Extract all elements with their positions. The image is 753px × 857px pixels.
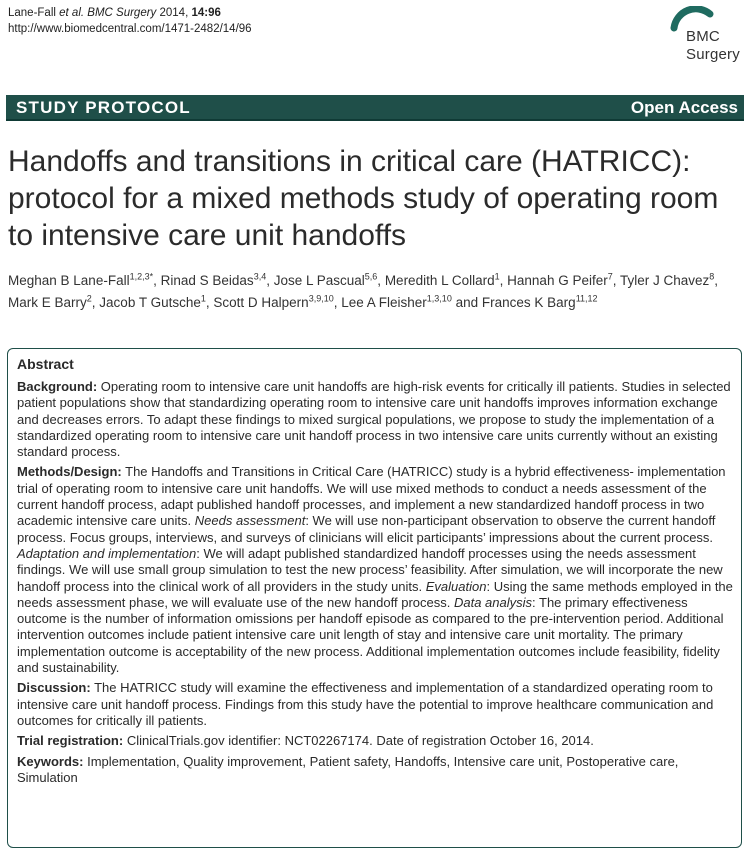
- methods-subheading: Data analysis: [453, 594, 533, 610]
- methods-text: : Using the same methods employed in the needs assessment phase, we will evaluate use of the new handoff process.: [17, 578, 733, 610]
- author-name[interactable]: [213, 295, 333, 310]
- methods-text: The Handoffs and Transitions in Critical Care (HATRICC) study is a hybrid effectiveness- implementation trial of operating room to intensive care unit handoffs. We will use mixed methods to conduct a needs assessment of the current handoff process, adapt published handoff processes, and implement a new standardized handoff process in two academic intensive care units.: [17, 464, 726, 529]
- author-affiliation: 3,9,10: [308, 293, 334, 304]
- author-name-text: Mark E Barry: [8, 295, 87, 310]
- discussion-label: Discussion:: [17, 680, 91, 696]
- open-access-label: Open Access: [630, 98, 738, 117]
- citation-volume: 14:96: [191, 7, 221, 19]
- author-affiliation: 3,4: [253, 271, 267, 282]
- author-affiliation: 8: [709, 271, 715, 282]
- methods-text: : We will use non-participant observation to observe the current handoff process. Focus groups, interviews, and surveys of clinicians will elicit participants’ impressions about the current process.: [17, 513, 716, 545]
- keywords-label: Keywords:: [17, 753, 84, 769]
- author-name-text: Tyler J Chavez: [620, 273, 710, 288]
- author-name-text: Meredith L Collard: [384, 273, 495, 288]
- abstract-box: [7, 348, 742, 848]
- author-name[interactable]: [341, 295, 452, 310]
- author-name[interactable]: [507, 273, 613, 288]
- author-name[interactable]: [99, 295, 206, 310]
- abstract-methods: [17, 464, 733, 676]
- abstract-discussion: [17, 680, 733, 729]
- author-name[interactable]: [161, 273, 267, 288]
- author-name-text: Scott D Halpern: [213, 295, 309, 310]
- author-affiliation: 1,2,3*: [129, 271, 154, 282]
- discussion-text: The HATRICC study will examine the effectiveness and implementation of a standardized operating room to intensive care unit handoff process. Findings from this study have the potential to improve healthcare communication and outcomes for critically ill patients.: [17, 680, 714, 728]
- methods-text: : The primary effectiveness outcome is the number of information omissions per handoff episode as compared to the pre-intervention period. Additional intervention outcomes include patient intensive care unit length of stay and intensive care unit mortality. The primary implementation outcome is acceptability of the new process. Additional implementation outcomes include feasibility, fidelity and sustainability.: [17, 594, 724, 676]
- methods-text: : We will adapt published standardized handoff processes using the needs assessment findings. We will use small group simulation to test the new process’ feasibility. After simulation, we will incorporate the new handoff process into the clinical work of all providers in the study units.: [17, 545, 723, 594]
- citation-authors: Lane-Fall: [8, 7, 60, 19]
- article-title: Handoffs and transitions in critical care (HATRICC): protocol for a mixed methods study of operating room to intensive care unit handoffs: [8, 145, 719, 252]
- author-name-text: Rinad S Beidas: [160, 273, 254, 288]
- author-name-text: Jacob T Gutsche: [99, 295, 201, 310]
- citation-line: [8, 5, 252, 21]
- author-list: Meghan B Lane-Fall$^{1,2,3*}$, Rinad S Beidas$^{3,4}$, Jose L Pascual$^{5,6}$, Meredith L Collard$^1$, Hannah G Peifer$^7$, Tyler J Chavez$^8$, Mark E Barry$^2$, Jacob T Gutsche$^1$, Scott D Halpern$^{3,9,10}$, Lee A Fleisher$^{1,3,10}$ and Frances K Barg$^{11,12}$: [8, 271, 719, 310]
- article-type-banner: [6, 95, 744, 121]
- author-name[interactable]: [8, 295, 92, 310]
- abstract-background: [17, 379, 733, 460]
- author-name[interactable]: [620, 273, 714, 288]
- background-label: Background:: [17, 379, 98, 394]
- author-affiliation: 7: [607, 271, 613, 282]
- author-affiliation: 11,12: [575, 293, 598, 304]
- abstract-keywords: [17, 754, 733, 787]
- citation-journal: BMC Surgery: [84, 7, 157, 19]
- trial-label: Trial registration:: [17, 733, 124, 749]
- logo-text-surgery: Surgery: [686, 46, 740, 63]
- article-type-label: STUDY PROTOCOL: [16, 98, 191, 117]
- author-name[interactable]: [8, 273, 153, 288]
- author-affiliation: 1: [494, 271, 500, 282]
- author-name-text: Lee A Fleisher: [341, 295, 427, 310]
- author-name-text: Hannah G Peifer: [507, 273, 608, 288]
- author-affiliation: 1,3,10: [426, 293, 452, 304]
- author-name-text: Meghan B Lane-Fall: [8, 273, 130, 288]
- bmc-surgery-logo: [670, 6, 750, 72]
- author-name-text: Jose L Pascual: [273, 273, 365, 288]
- abstract-trial-registration: [17, 733, 733, 749]
- keywords-text: Implementation, Quality improvement, Patient safety, Handoffs, Intensive care unit, Postoperative care, Simulation: [17, 753, 679, 785]
- author-affiliation: 2: [86, 293, 92, 304]
- methods-subheading: Needs assessment: [194, 513, 306, 529]
- article-url[interactable]: http://www.biomedcentral.com/1471-2482/14/96: [8, 23, 252, 35]
- methods-subheading: Evaluation: [425, 578, 487, 594]
- author-affiliation: 5,6: [364, 271, 378, 282]
- logo-text-bmc: BMC: [686, 28, 720, 45]
- author-name[interactable]: [385, 273, 500, 288]
- author-affiliation: 1: [200, 293, 206, 304]
- author-name[interactable]: [482, 295, 598, 310]
- background-text: Operating room to intensive care unit handoffs are high-risk events for critically ill patients. Studies in selected patient populations show that standardizing operating room to intensive care unit handoffs improves information exchange and decreases errors. To adapt these findings to mixed surgical populations, we propose to study the implementation of a standardized operating room to intensive care unit handoff process in two intensive care units currently without an existing standard process.: [17, 379, 731, 460]
- author-conjunction: and: [455, 295, 479, 310]
- methods-label: Methods/Design:: [17, 464, 122, 480]
- methods-subheading: Adaptation and implementation: [17, 545, 197, 561]
- author-name[interactable]: [274, 273, 378, 288]
- author-name-text: Frances K Barg: [481, 295, 576, 310]
- abstract-heading: Abstract: [17, 356, 74, 372]
- citation-header: [8, 5, 252, 37]
- citation-year: 2014,: [156, 7, 192, 19]
- trial-text: ClinicalTrials.gov identifier: NCT02267174. Date of registration October 16, 2014.: [126, 733, 594, 749]
- citation-etal: et al.: [59, 7, 85, 19]
